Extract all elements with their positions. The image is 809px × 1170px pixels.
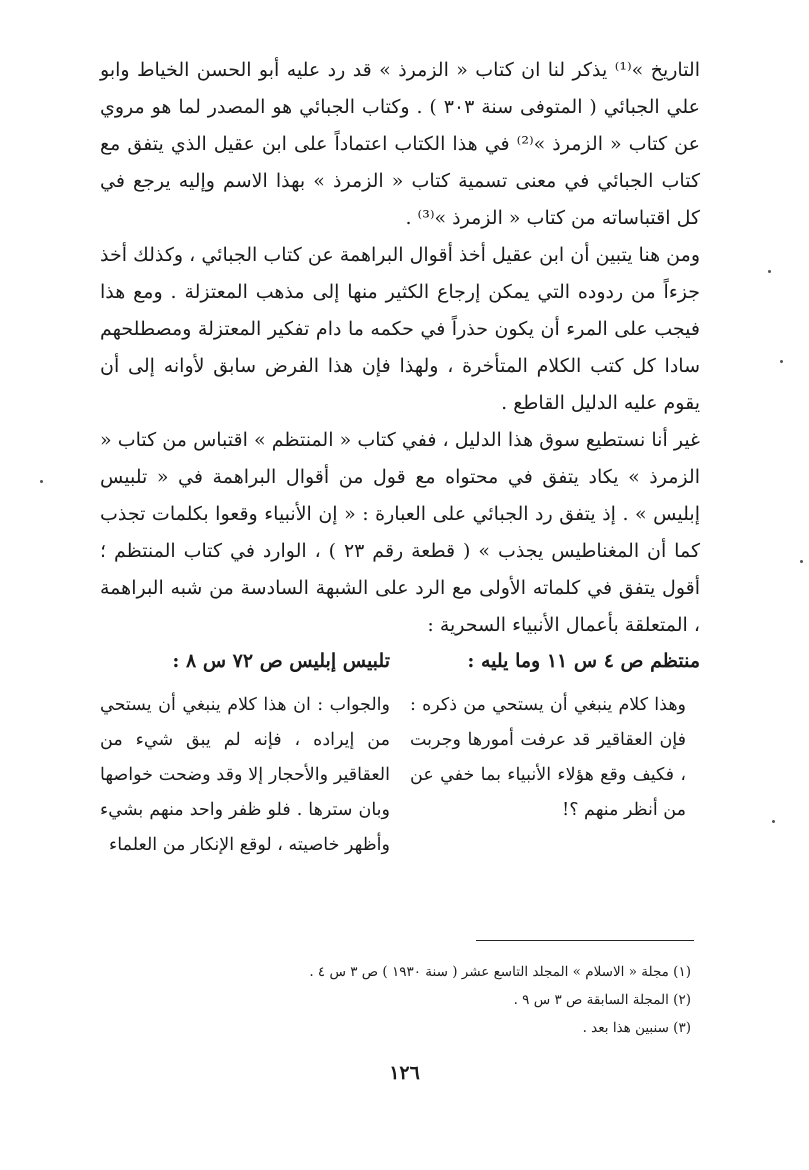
column-muntazam-heading: منتظم ص ٤ س ١١ وما يليه : xyxy=(467,650,700,672)
column-talbis xyxy=(100,644,390,863)
column-muntazam xyxy=(410,644,700,863)
footnote-2: (٢) المجلة السابقة ص ٣ س ٩ . xyxy=(513,992,691,1008)
paragraph-3: غير أنا نستطيع سوق هذا الدليل ، ففي كتاب « المنتظم » اقتباس من كتاب « الزمرذ » يكاد يتفق في محتواه مع قول من أقوال البراهمة في « تلبيس إبليس » . إذ يتفق رد الجبائي على العبارة : « إن الأنبياء وقعوا بكلمات تجذب كما أن المغناطيس يجذب » ( قطعة رقم ٢٣ ) ، الوارد في كتاب المنتظم ؛ أقول يتفق في كلماته الأولى مع الرد على الشبهة السادسة من شبه البراهمة ، المتعلقة بأعمال الأنبياء السحرية : xyxy=(100,429,700,636)
column-talbis-text: والجواب : ان هذا كلام ينبغي أن يستحي من إيراده ، فإنه لم يبق شيء من العقاقير والأحجار إلا وقد وضحت خواصها وبان سترها . فلو ظفر واحد منهم بشيء وأظهر خاصيته ، لوقع الإنكار من العلماء xyxy=(100,695,390,855)
footnote-1: (١) مجلة « الاسلام » المجلد التاسع عشر ( سنة ١٩٣٠ ) ص ٣ س ٤ . xyxy=(309,964,691,980)
footnotes xyxy=(271,958,691,1042)
footnote-divider xyxy=(476,940,694,941)
paragraph-1: التاريخ »⁽¹⁾ يذكر لنا ان كتاب « الزمرذ » قد رد عليه أبو الحسن الخياط وابو علي الجبائي ( المتوفى سنة ٣٠٣ ) . وكتاب الجبائي هو المصدر لما هو مروي عن كتاب « الزمرذ »⁽²⁾ في هذا الكتاب اعتماداً على ابن عقيل الذي يتفق مع كتاب الجبائي في معنى تسمية كتاب « الزمرذ » بهذا الاسم وإليه يرجع في كل اقتباساته من كتاب « الزمرذ »⁽³⁾ . xyxy=(100,59,700,229)
scan-speck xyxy=(772,820,775,823)
scan-speck xyxy=(40,480,43,483)
comparison-columns xyxy=(100,644,700,863)
footnote-3: (٣) سنبين هذا بعد . xyxy=(582,1020,691,1036)
paragraph-2: ومن هنا يتبين أن ابن عقيل أخذ أقوال البراهمة عن كتاب الجبائي ، وكذلك أخذ جزءاً من ردوده التي يمكن إرجاع الكثير منها إلى مذهب المعتزلة . ومع هذا فيجب على المرء أن يكون حذراً في حكمه ما دام تفكير المعتزلة ومصطلحهم سادا كل كتب الكلام المتأخرة ، ولهذا فإن هذا الفرض سابق لأوانه إلى أن يقوم عليه الدليل القاطع . xyxy=(100,244,700,414)
scan-speck xyxy=(768,270,771,273)
page-number: ١٢٦ xyxy=(389,1062,420,1084)
column-muntazam-text: وهذا كلام ينبغي أن يستحي من ذكره : فإن العقاقير قد عرفت أمورها وجربت ، فكيف وقع هؤلاء الأنبياء بما خفي عن من أنظر منهم ؟! xyxy=(410,695,686,820)
page-body xyxy=(100,52,700,863)
scan-speck xyxy=(780,360,783,363)
column-talbis-heading: تلبيس إبليس ص ٧٢ س ٨ : xyxy=(172,650,390,672)
scan-speck xyxy=(800,560,803,563)
